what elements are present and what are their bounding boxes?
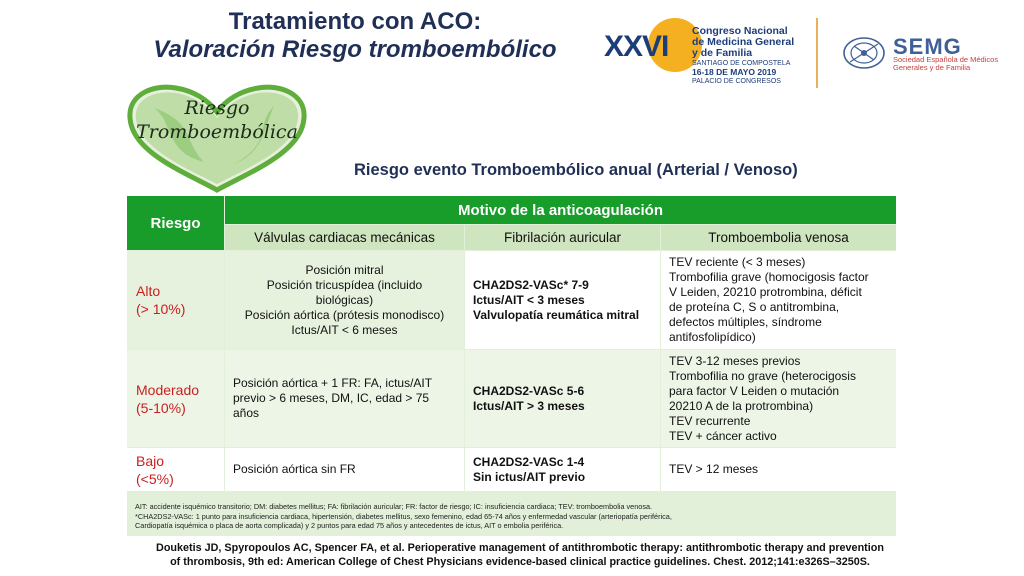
semg-emblem-icon	[842, 36, 886, 70]
risk-alto	[127, 251, 224, 349]
risk-moderado-label: Moderado	[136, 381, 200, 398]
moderado-fa	[465, 350, 660, 447]
header-riesgo: Riesgo	[127, 196, 224, 250]
moderado-tev-line: 20210 A de la protrombina)	[669, 398, 814, 413]
reference-line-1: Douketis JD, Spyropoulos AC, Spencer FA, et al. Perioperative management of antithrombotic therapy: antithrombotic therapy and prevention	[156, 542, 884, 554]
moderado-tev-line: para factor V Leiden o mutación	[669, 383, 840, 398]
moderado-valvular-line: previo > 6 meses, DM, IC, edad > 75	[233, 391, 430, 405]
risk-moderado-pct: (5-10%)	[136, 399, 186, 416]
congress-line-2: de Medicina General	[692, 36, 795, 48]
footnote-line: *CHA2DS2-VASc: 1 punto para insuficiencia cardiaca, hipertensión, diabetes mellitus, sexo femenino, edad 65-74 años y enfermedad vascular (arteriopatía periférica,	[135, 511, 672, 521]
alto-valvular-line: Posición tricuspídea (incluido	[266, 277, 423, 292]
risk-moderado	[127, 350, 224, 447]
moderado-valvular-line: Posición aórtica + 1 FR: FA, ictus/AIT	[233, 376, 433, 390]
alto-tev-line: TEV reciente (< 3 meses)	[669, 255, 806, 269]
reference-citation	[150, 541, 890, 569]
moderado-tev-line: Trombofilia no grave (heterocigosis	[669, 368, 856, 383]
alto-fa	[465, 251, 660, 349]
alto-tev	[661, 251, 896, 349]
alto-tev-line: antifosfolipídico)	[669, 330, 756, 344]
subheader-valvulas: Válvulas cardiacas mecánicas	[225, 225, 464, 250]
bajo-tev-line: TEV > 12 meses	[669, 462, 759, 476]
subheader-fa: Fibrilación auricular	[465, 225, 660, 250]
semg-subtitle	[893, 56, 998, 72]
moderado-tev-line: TEV 3-12 meses previos	[669, 353, 801, 368]
heart-label-1: Riesgo	[184, 97, 250, 119]
heart-label	[124, 96, 310, 144]
alto-fa-line: Ictus/AIT < 3 meses	[473, 292, 585, 307]
alto-valvular-line: Ictus/AIT < 6 meses	[291, 322, 398, 337]
moderado-tev	[661, 350, 896, 447]
title-line-2: Valoración Riesgo tromboembólico	[153, 36, 557, 63]
bajo-fa	[465, 448, 660, 491]
risk-bajo-pct: (<5%)	[136, 470, 174, 487]
moderado-valvular-line: años	[233, 406, 260, 420]
risk-bajo	[127, 448, 224, 491]
congress-logo	[604, 16, 814, 85]
alto-tev-line: Trombofilia grave (homocigosis factor	[669, 270, 869, 284]
congress-dates: 16-18 DE MAYO 2019	[692, 67, 777, 77]
heart-label-2: Tromboembólica	[136, 121, 298, 143]
footnote-line: AIT: accidente isquémico transitorio; DM: diabetes mellitus; FA: fibrilación auricular; FR: factor de riesgo; IC: insuficiencia cardiaca; TEV: tromboembolia venosa.	[135, 502, 653, 511]
congress-roman-number: XXVI	[604, 30, 669, 63]
alto-tev-line: de proteína C, S o antitrombina,	[669, 300, 840, 314]
risk-alto-pct: (> 10%)	[136, 301, 186, 317]
heart-badge	[124, 82, 310, 194]
moderado-tev-line: TEV + cáncer activo	[669, 428, 777, 443]
bajo-valvular-line: Posición aórtica sin FR	[233, 462, 356, 476]
logo-divider	[816, 18, 818, 88]
table-footnotes	[135, 502, 885, 531]
alto-fa-line: CHA2DS2-VASc* 7-9	[473, 277, 589, 292]
congress-place: SANTIAGO DE COMPOSTELA	[692, 60, 791, 67]
reference-line-2: of thrombosis, 9th ed: American College of Chest Physicians evidence-based clinical practice guidelines. Chest. 2012;141:e326S–3250S.	[170, 556, 870, 568]
alto-valvular-line: biológicas)	[315, 292, 374, 307]
subheader-tev: Tromboembolia venosa	[661, 225, 896, 250]
header-motivo: Motivo de la anticoagulación	[225, 196, 896, 224]
slide-title	[120, 8, 590, 64]
bajo-valvular	[225, 448, 464, 491]
footnote-line: Cardiopatía isquémica o placa de aorta complicada) y 2 puntos para edad 75 años y antecedentes de ictus, AIT o embolia periférica.	[135, 521, 564, 531]
alto-tev-line: defectos múltiples, síndrome	[669, 315, 822, 329]
semg-name: SEMG	[893, 34, 962, 59]
alto-valvular-line: Posición mitral	[305, 262, 384, 277]
semg-subtitle-2: Generales y de Familia	[893, 63, 971, 72]
congress-venue: PALACIO DE CONGRESOS	[692, 78, 781, 85]
alto-tev-line: V Leiden, 20210 protrombina, déficit	[669, 285, 862, 299]
risk-bajo-label: Bajo	[136, 452, 165, 469]
bajo-fa-line: Sin ictus/AIT previo	[473, 469, 586, 484]
alto-valvular	[225, 251, 464, 349]
bajo-tev	[661, 448, 896, 491]
risk-table	[127, 196, 896, 536]
table-subtitle: Riesgo evento Tromboembólico anual (Arterial / Venoso)	[354, 161, 798, 179]
title-line-1: Tratamiento con ACO:	[228, 8, 482, 35]
moderado-fa-line: CHA2DS2-VASc 5-6	[473, 383, 585, 398]
congress-details	[692, 60, 790, 86]
congress-name	[692, 26, 794, 59]
congress-line-1: Congreso Nacional	[692, 25, 788, 37]
alto-valvular-line: Posición aórtica (prótesis monodisco)	[244, 307, 445, 322]
bajo-fa-line: CHA2DS2-VASc 1-4	[473, 454, 585, 469]
moderado-valvular	[225, 350, 464, 447]
moderado-tev-line: TEV recurrente	[669, 413, 751, 428]
moderado-fa-line: Ictus/AIT > 3 meses	[473, 398, 585, 413]
risk-alto-label: Alto	[136, 283, 161, 299]
semg-subtitle-1: Sociedad Española de Médicos	[893, 55, 999, 64]
alto-fa-line: Valvulopatía reumática mitral	[473, 307, 640, 322]
congress-line-3: y de Familia	[692, 47, 753, 59]
